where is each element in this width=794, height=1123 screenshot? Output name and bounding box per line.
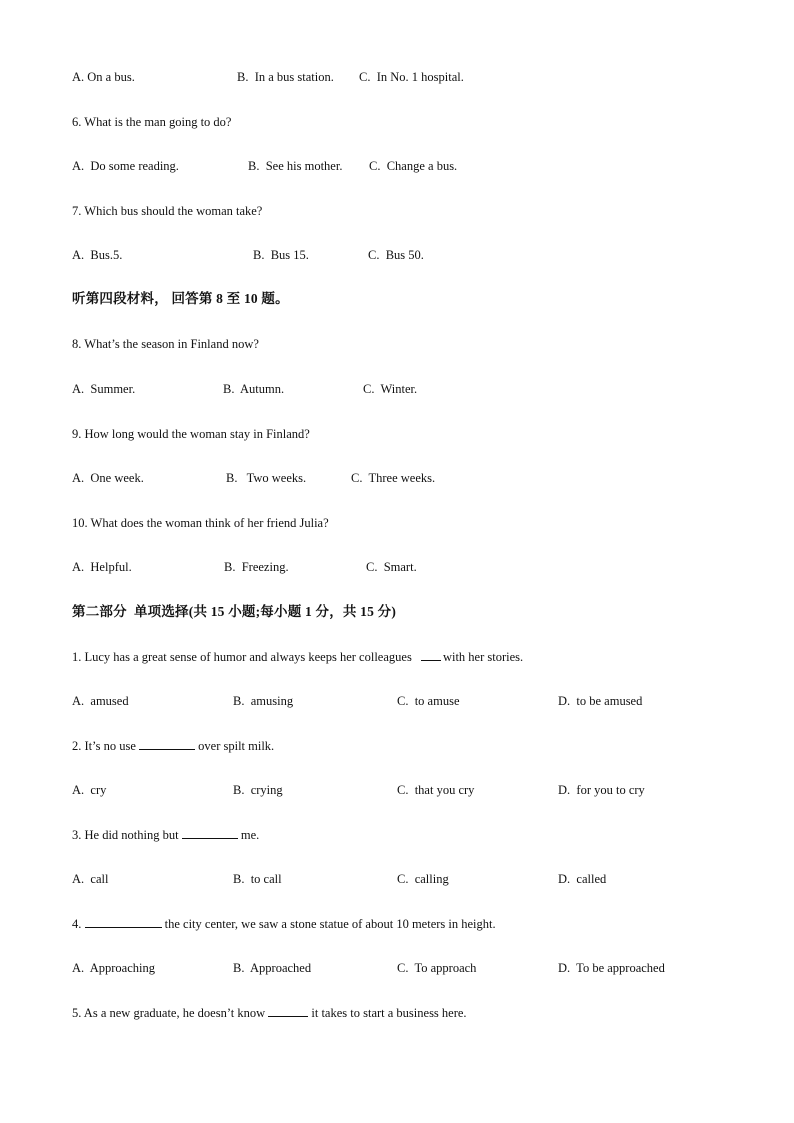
mc2-stem-after: over spilt milk. <box>195 739 275 753</box>
mc3-option-c: C. calling <box>397 872 449 886</box>
mc5-stem-before: 5. As a new graduate, he doesn’t know <box>72 1006 269 1020</box>
q9-stem: 9. How long would the woman stay in Finland? <box>72 427 310 441</box>
mc3-stem-after: me. <box>237 828 260 842</box>
mc4-stem <box>72 915 496 932</box>
q9-option-b: B. Two weeks. <box>226 471 307 485</box>
mc4-stem-after: the city center, we saw a stone statue of about 10 meters in height. <box>161 917 496 931</box>
q6-stem: 6. What is the man going to do? <box>72 115 232 129</box>
mc4-option-a: A. Approaching <box>72 961 155 975</box>
q6-option-c: C. Change a bus. <box>369 159 458 173</box>
q9-option-c: C. Three weeks. <box>351 471 436 485</box>
q10-stem: 10. What does the woman think of her friend Julia? <box>72 516 329 530</box>
q8-option-a: A. Summer. <box>72 382 136 396</box>
mc2-stem <box>72 737 274 754</box>
mc2-option-b: B. crying <box>233 783 283 797</box>
mc1-stem <box>72 648 523 665</box>
mc4-option-c: C. To approach <box>397 961 477 975</box>
mc2-stem-before: 2. It’s no use <box>72 739 140 753</box>
q8-stem: 8. What’s the season in Finland now? <box>72 337 259 351</box>
mc3-option-d: D. called <box>558 872 607 886</box>
mc1-blank <box>421 648 441 661</box>
part2-heading: 第二部分 单项选择(共 15 小题;每小题 1 分，共 15 分) <box>72 604 397 619</box>
mc4-stem-before: 4. <box>72 917 85 931</box>
section4-heading: 听第四段材料， 回答第 8 至 10 题。 <box>72 291 289 306</box>
q6-option-a: A. Do some reading. <box>72 159 179 173</box>
mc4-blank <box>85 915 162 928</box>
mc1-option-c: C. to amuse <box>397 694 460 708</box>
mc5-stem-after: it takes to start a business here. <box>308 1006 467 1020</box>
mc2-option-a: A. cry <box>72 783 107 797</box>
mc3-option-a: A. call <box>72 872 109 886</box>
q7-stem: 7. Which bus should the woman take? <box>72 204 263 218</box>
q7-option-b: B. Bus 15. <box>253 248 309 262</box>
q10-option-c: C. Smart. <box>366 560 417 574</box>
q10-option-b: B. Freezing. <box>224 560 289 574</box>
mc1-option-a: A. amused <box>72 694 129 708</box>
mc5-stem <box>72 1004 467 1021</box>
q5-option-a: A. On a bus. <box>72 70 135 84</box>
q9-option-a: A. One week. <box>72 471 144 485</box>
mc4-option-d: D. To be approached <box>558 961 665 975</box>
q5-option-c: C. In No. 1 hospital. <box>359 70 464 84</box>
q8-option-c: C. Winter. <box>363 382 418 396</box>
q7-option-a: A. Bus.5. <box>72 248 123 262</box>
mc2-option-d: D. for you to cry <box>558 783 645 797</box>
mc3-blank <box>182 826 238 839</box>
mc5-blank <box>268 1004 308 1017</box>
q6-option-b: B. See his mother. <box>248 159 343 173</box>
mc3-stem-before: 3. He did nothing but <box>72 828 182 842</box>
mc2-blank <box>139 737 195 750</box>
mc3-option-b: B. to call <box>233 872 282 886</box>
q5-option-b: B. In a bus station. <box>237 70 334 84</box>
q7-option-c: C. Bus 50. <box>368 248 424 262</box>
q8-option-b: B. Autumn. <box>223 382 285 396</box>
mc3-stem <box>72 826 259 843</box>
mc1-stem-before: 1. Lucy has a great sense of humor and always keeps her colleagues <box>72 650 415 664</box>
mc4-option-b: B. Approached <box>233 961 312 975</box>
mc2-option-c: C. that you cry <box>397 783 475 797</box>
mc1-stem-after: with her stories. <box>442 650 524 664</box>
mc1-option-b: B. amusing <box>233 694 294 708</box>
mc1-option-d: D. to be amused <box>558 694 643 708</box>
q10-option-a: A. Helpful. <box>72 560 132 574</box>
